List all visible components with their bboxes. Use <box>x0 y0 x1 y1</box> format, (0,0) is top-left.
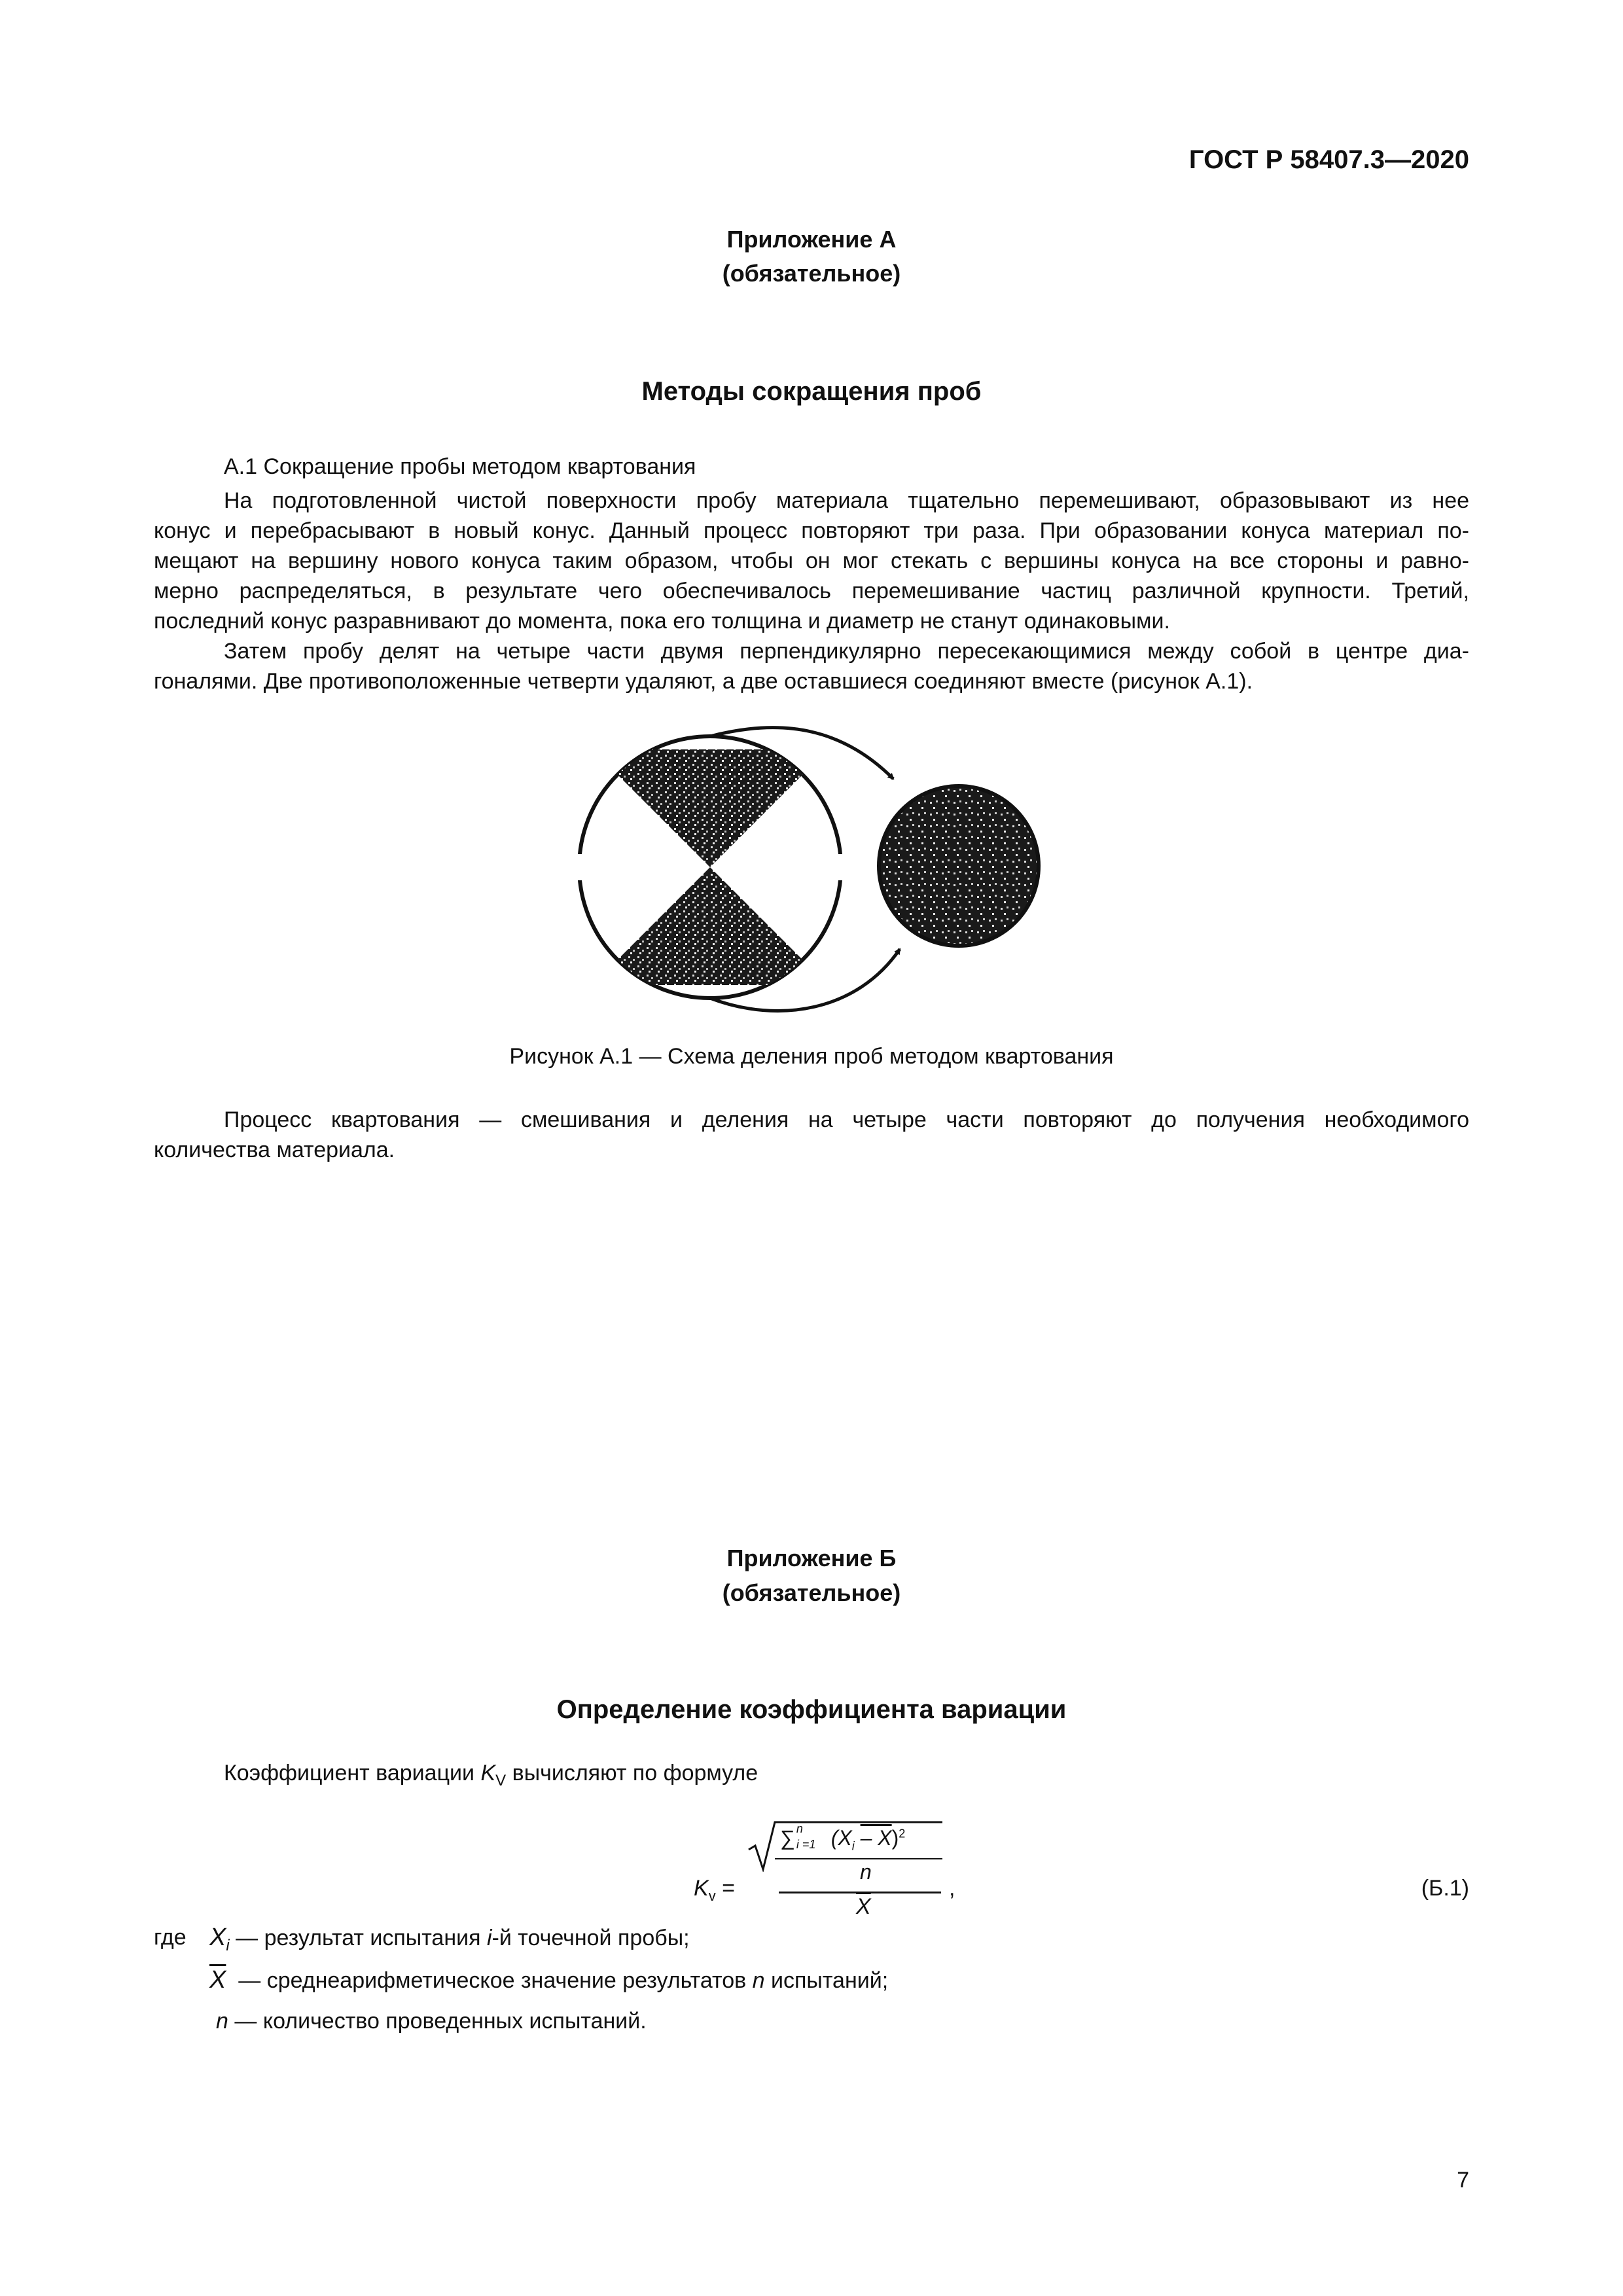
formula-eq: = <box>722 1876 735 1901</box>
formula-numerator <box>780 1821 906 1853</box>
standard-number: ГОСТ Р 58407.3—2020 <box>1188 145 1469 174</box>
appendix-b-subtitle: (обязательное) <box>722 1579 901 1606</box>
formula-lhs-sub: v <box>708 1887 716 1904</box>
para2-line1: Затем пробу делят на четыре части двумя перпендикулярно пересекающимися между собой в центре диа- <box>224 639 1469 664</box>
bottom-quarter <box>592 867 828 985</box>
page-number: 7 <box>1457 2168 1469 2193</box>
formula-intro <box>224 1761 758 1790</box>
legend-xi-text: — результат испытания <box>236 1926 481 1950</box>
legend-n <box>216 2001 647 2041</box>
formula-lhs: K <box>694 1876 709 1901</box>
legend-xi-italic: i <box>486 1926 492 1950</box>
figure-caption: Рисунок А.1 — Схема деления проб методом квартования <box>509 1044 1114 1069</box>
intro-text: Коэффициент вариации <box>224 1761 475 1785</box>
sum-upper: n <box>796 1821 803 1835</box>
legend-n-symbol: n <box>216 2009 228 2034</box>
term-minus-xbar: – X <box>860 1826 892 1850</box>
formula-comma: , <box>949 1876 955 1901</box>
legend-n-text: — количество проведенных испытаний. <box>234 2009 647 2034</box>
top-quarter <box>592 749 828 867</box>
appendix-a-heading: Методы сокращения проб <box>641 377 982 406</box>
intro-text-post: вычисляют по формуле <box>512 1761 758 1785</box>
para3-line1: Процесс квартования — смешивания и деления на четыре части повторяют до получения необходимого <box>224 1107 1469 1132</box>
para1-line4: мерно распределяться, в результате чего обеспечивалось перемешивание частиц различной крупности. Третий, <box>154 579 1469 603</box>
fraction-bar <box>779 1892 941 1893</box>
sum-lower: i =1 <box>796 1837 816 1851</box>
term-sub: i <box>851 1839 855 1853</box>
appendix-b-heading: Определение коэффициента вариации <box>556 1695 1067 1724</box>
legend-xbar-text: — среднеарифметическое значение результатов <box>238 1968 747 1993</box>
para2-line2: гоналями. Две противоположенные четверти удаляют, а две оставшиеся соединяют вместе (рисунок А.1). <box>154 669 1253 694</box>
sum-symbol: ∑ <box>780 1826 795 1850</box>
legend-xbar-italic: n <box>752 1968 765 1993</box>
clause-a1 <box>154 452 1469 482</box>
intro-var: K <box>480 1761 496 1785</box>
clause-a1-title: А.1 Сокращение пробы методом квартования <box>224 454 696 479</box>
formula-inner-denominator: n <box>860 1860 872 1884</box>
intro-sub: V <box>495 1771 507 1789</box>
legend-xbar <box>209 1960 888 2000</box>
legend-xbar-text-post: испытаний; <box>771 1968 889 1993</box>
term-power: 2 <box>899 1827 906 1840</box>
legend-xi-text-post: -й точечной пробы; <box>491 1926 690 1950</box>
appendix-a-subtitle: (обязательное) <box>722 260 901 287</box>
formula-number: (Б.1) <box>1421 1876 1469 1901</box>
legend-xi <box>209 1918 690 1965</box>
para1-line1: На подготовленной чистой поверхности пробу материала тщательно перемешивают, образовывают из нее <box>224 488 1469 513</box>
where-label: где <box>154 1925 187 1950</box>
legend-xi-sub: i <box>226 1936 230 1954</box>
paragraph-3 <box>154 1105 1469 1165</box>
quartering-figure <box>563 717 1060 1031</box>
term-x: (X <box>830 1826 852 1850</box>
para3-line2: количества материала. <box>154 1138 395 1162</box>
para1-line5: последний конус разравнивают до момента, пока его толщина и диаметр не станут одинаковыми. <box>154 609 1170 634</box>
legend-xi-symbol: X <box>209 1924 226 1951</box>
combined-sample-circle <box>879 786 1039 946</box>
formula-b1 <box>694 1813 942 1931</box>
appendix-a-title: Приложение А <box>726 226 897 253</box>
legend-xbar-symbol: $\overline{X}$ <box>209 1966 226 1994</box>
para1-line3: мещают на вершину нового конуса таким образом, чтобы он мог стекать с вершины конуса на все стороны и равно- <box>154 548 1469 573</box>
appendix-b-title: Приложение Б <box>726 1545 897 1571</box>
formula-denominator: $\overline{X}$ <box>856 1894 871 1919</box>
para1-line2: конус и перебрасывают в новый конус. Данный процесс повторяют три раза. При образовании конуса материал по- <box>154 518 1469 543</box>
term-close: ) <box>891 1826 899 1850</box>
paragraph-1 <box>154 486 1469 696</box>
